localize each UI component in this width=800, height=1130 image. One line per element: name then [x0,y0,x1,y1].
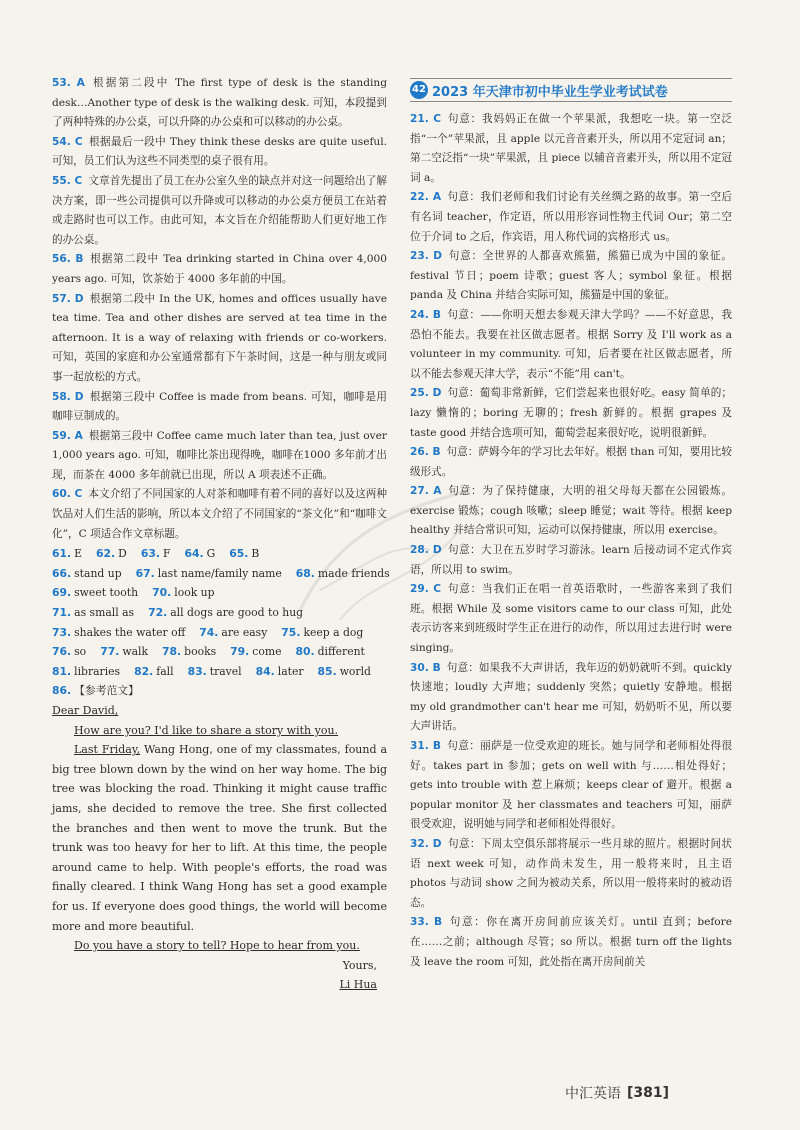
explanation-text: 句意：丽萨是一位受欢迎的班长。她与同学和老师相处得很好。takes part in 参加；gets on well with 与……相处得好；gets into trouble with 惹上麻烦；keeps clear of 避开。根据 a popular monitor 及 her classmates and teachers 可知，丽萨很受欢迎，说明她与同学和老师相处得很好。 [410,740,733,831]
question-number: 82. [134,664,154,678]
essay-heading: 【参考范文】 [74,684,139,698]
question-number: 80. [295,645,315,659]
answer-row [52,662,387,682]
question-number: 60. C [52,488,83,501]
explanation-text: 句意：我妈妈正在做一个苹果派，我想吃一块。第一空泛指“一个”苹果派，且 apple 以元音音素开头，所以用不定冠词 an；第二空泛指“一块”苹果派，且 piece 以辅音音素开头，所以用不定冠词 a。 [410,113,733,184]
answer-value: F [162,547,171,561]
explanation-text: 句意：葡萄非常新鲜，它们尝起来也很好吃。easy 简单的；lazy 懒惰的；boring 无聊的；fresh 新鲜的。根据 grapes 及 taste good 并结合选项可知，葡萄尝起来很好吃，说明很新鲜。 [410,387,733,439]
answer-explanation [410,913,732,972]
answer-row [52,564,390,584]
question-number: 72. [148,606,168,620]
explanation-text: 句意：为了保持健康，大明的祖父母每天都在公园锻炼。exercise 锻炼；cough 咳嗽；sleep 睡觉；wait 等待。根据 keep healthy 并结合常识可知，运动可以保持健康，所以用 exercise。 [410,485,733,537]
answer-explanation [410,659,732,737]
question-number: 65. [229,547,249,561]
answer-value: all dogs are good to hug [170,606,304,620]
essay-greeting: Dear David, [52,704,119,717]
answer-explanation [410,384,732,443]
answer-row [52,583,387,603]
explanation-text: 句意：萨姆今年的学习比去年好。根据 than 可知，要用比较级形式。 [410,446,733,478]
answer-value: walk [122,645,149,659]
question-number: 22. A [410,191,442,204]
answer-value: sweet tooth [74,586,139,600]
answer-explanation [410,737,732,835]
answer-value: made friends [317,566,390,580]
answer-row [52,623,387,643]
answer-explanation [52,388,387,427]
answer-value: books [184,645,217,659]
answer-explanation [52,172,387,250]
answer-value: look up [174,586,215,600]
answer-value: stand up [74,566,122,580]
question-number: 76. [52,645,72,659]
essay-body-start: Last Friday, [74,743,141,757]
answer-value: so [74,645,87,659]
question-number: 27. A [410,485,442,498]
answer-key [52,544,390,681]
question-number: 32. D [410,837,442,850]
answer-explanation [52,290,387,388]
answer-explanation [410,110,732,188]
answer-value: D [118,547,127,561]
exam-title-banner [410,78,732,102]
explanation-text: 根据第二段中 In the UK, homes and offices usually have tea time. Tea and other dishes are served at tea time in the afternoon. It is a way of relaxing with friends or co-workers. 可知，英国的家庭和办公室通常都有下午茶时间，这是一种与朋友或同事一起放松的方式。 [52,292,387,383]
question-number: 70. [152,586,172,600]
right-column [410,110,732,972]
footer-label: 中汇英语 [565,1086,621,1102]
answer-value: different [317,645,365,659]
question-number: 73. [52,625,72,639]
question-number: 21. C [410,113,442,125]
explanation-text: 句意：——你明天想去参观天津大学吗？——不好意思，我恐怕不能去。我要在社区做志愿者。根据 Sorry 及 I'll work as a volunteer in my community. 可知，后者要在社区做志愿者，所以不能去参观天津大学，表示“不能”用 can't。 [410,308,733,380]
question-number: 75. [281,625,301,639]
question-number: 71. [52,606,72,620]
answer-explanation [52,133,387,172]
question-number: 63. [140,547,160,561]
answer-value: are easy [221,625,268,639]
question-number: 78. [162,645,182,659]
answer-value: as small as [74,606,135,620]
explanation-text: 句意：全世界的人都喜欢熊猫，熊猫已成为中国的象征。festival 节日；poem 诗歌；guest 客人；symbol 象征。根据 panda 及 China 并结合实际可知，熊猫是中国的象征。 [410,250,732,302]
explanation-text: 本文介绍了不同国家的人对茶和咖啡有着不同的喜好以及这两种饮品对人们生活的影响，所以本文介绍了不同国家的“茶文化”和“咖啡文化”，C 项适合作文章标题。 [52,488,388,540]
essay-number: 86. [52,684,72,698]
explanation-text: 句意：如果我不大声讲话，我年迈的奶奶就听不到。quickly 快速地；loudly 大声地；suddenly 突然；quietly 安静地。根据 my old grandmother can't hear me 可知，奶奶听不见，所以要大声讲话。 [410,661,732,733]
answer-value: fall [156,664,174,678]
answer-explanation [52,250,387,289]
explanation-text: 文章首先提出了员工在办公室久坐的缺点并对这一问题给出了解决方案，即一些公司提供可以升降或可以移动的办公桌方便员工在站着或走路时也可以工作。由此可知，本文旨在介绍能帮助人们更好地工作的办公桌。 [52,174,388,246]
answer-explanation [410,482,732,541]
question-number: 23. D [410,250,443,263]
question-number: 30. B [410,661,441,674]
answer-explanation [410,306,732,384]
explanation-text: 句意：我们老师和我们讨论有关丝绸之路的故事。第一空后有名词 teacher，作定语，所以用形容词性物主代词 Our；第二空位于介词 to 之后，作宾语，用人称代词的宾格形式 us。 [410,191,733,243]
answer-value: world [339,664,371,678]
essay-sign-name: Li Hua [339,978,377,992]
question-number: 81. [52,664,72,678]
answer-explanation [52,485,387,544]
essay-line1: How are you? I'd like to share a story with you. [74,723,339,737]
explanation-text: 根据第二段中 Tea drinking started in China over 4,000 years ago. 可知，饮茶始于 4000 多年前的中国。 [52,253,387,285]
answer-value: last name/family name [157,566,282,580]
exam-title: 2023 年天津市初中毕业生学业考试试卷 [432,84,668,100]
explanation-text: 根据第三段中 Coffee is made from beans. 可知，咖啡是用咖啡豆制成的。 [52,390,387,423]
answer-explanation [410,247,732,306]
answer-explanation [410,835,732,913]
question-number: 53. A [52,77,85,89]
page-number: [381] [627,1085,670,1101]
answer-value: G [206,547,216,561]
explanation-text: 句意：大卫在五岁时学习游泳。learn 后接动词不定式作宾语，所以用 to swim。 [410,544,733,576]
answer-value: keep a dog [303,625,364,639]
answer-value: E [74,547,83,561]
answer-explanation [410,580,732,658]
answer-value: shakes the water off [74,625,186,639]
page-footer [565,1083,669,1103]
question-number: 54. C [52,135,83,148]
answer-value: travel [209,664,242,678]
explanation-text: 根据最后一段中 They think these desks are quite useful. 可知，员工们认为这些不同类型的桌子很有用。 [52,135,387,168]
answer-explanation [410,188,732,247]
explanation-text: 句意：下周太空俱乐部将展示一些月球的照片。根据时间状语 next week 可知，动作尚未发生，用一般将来时，且主语 photos 与动词 show 之间为被动关系，所以用一般将来时的被动语态。 [410,837,732,909]
answer-value: libraries [74,664,121,678]
answer-explanation [410,541,732,580]
question-number: 29. C [410,583,442,596]
essay-sign-yours: Yours, [342,958,377,972]
question-number: 67. [135,566,155,580]
answer-value: later [277,664,304,678]
question-number: 57. D [52,292,84,305]
answer-value: B [251,547,260,561]
question-number: 66. [52,566,72,580]
answer-row [52,642,387,662]
explanation-text: 根据第二段中 The first type of desk is the standing desk…Another type of desk is the walking desk. 可知，本段提到了两种特殊的办公桌，可以升降的办公桌和可以移动的办公桌。 [52,77,388,129]
essay-closing-line: Do you have a story to tell? Hope to hear from you. [74,939,360,953]
essay [52,681,387,995]
explanation-text: 句意：当我们正在唱一首英语歌时，一些游客来到了我们班。根据 While 及 some visitors came to our class 可知，此处表示访客来到班级时学生正在进行的动作，所以用过去进行时 were singing。 [410,583,733,655]
question-number: 64. [184,547,204,561]
question-number: 61. [52,547,72,561]
question-number: 28. D [410,544,442,557]
answer-explanation [52,427,387,486]
question-number: 59. A [52,429,83,442]
exam-number-badge: 42 [410,81,428,99]
explanation-text: 句意：你在离开房间前应该关灯。until 直到；before 在……之前；although 尽管；so 所以。根据 turn off the lights 及 leave the room 可知，此处指在离开房间前关 [410,916,733,968]
answer-row [52,544,387,564]
question-number: 33. B [410,916,443,929]
question-number: 77. [100,645,120,659]
answer-value: come [252,645,282,659]
question-number: 24. B [410,308,441,321]
explanation-text: 根据第三段中 Coffee came much later than tea, just over 1,000 years ago. 可知，咖啡比茶出现得晚，咖啡在1000 多年前才出现，而茶在 4000 多年前就已出现，所以 A 项表述不正确。 [52,429,387,481]
question-number: 79. [230,645,250,659]
essay-body: Wang Hong, one of my classmates, found a big tree blown down by the wind on her way home. The big tree was blocking the road. Thinking it might cause traffic jams, she decided to remove the tree. She first collected the branches and then went to move the trunk. But the trunk was too heavy for her to lift. At this time, the people around came to help. With people's efforts, the road was finally cleared. I think Wang Hong has set a good example for us. If everyone does good things, the world will become more and more beautiful. [52,743,388,933]
answer-row [52,603,387,623]
question-number: 62. [96,547,116,561]
question-number: 74. [199,625,219,639]
question-number: 84. [255,664,275,678]
question-number: 56. B [52,253,84,266]
question-number: 68. [295,566,315,580]
answer-explanation [410,443,732,482]
question-number: 26. B [410,446,441,459]
left-column [52,74,390,995]
question-number: 69. [52,586,72,600]
question-number: 25. D [410,387,442,400]
question-number: 83. [187,664,207,678]
question-number: 55. C [52,174,83,187]
question-number: 58. D [52,390,84,403]
question-number: 31. B [410,740,441,752]
question-number: 85. [317,664,337,678]
answer-explanation [52,74,387,133]
